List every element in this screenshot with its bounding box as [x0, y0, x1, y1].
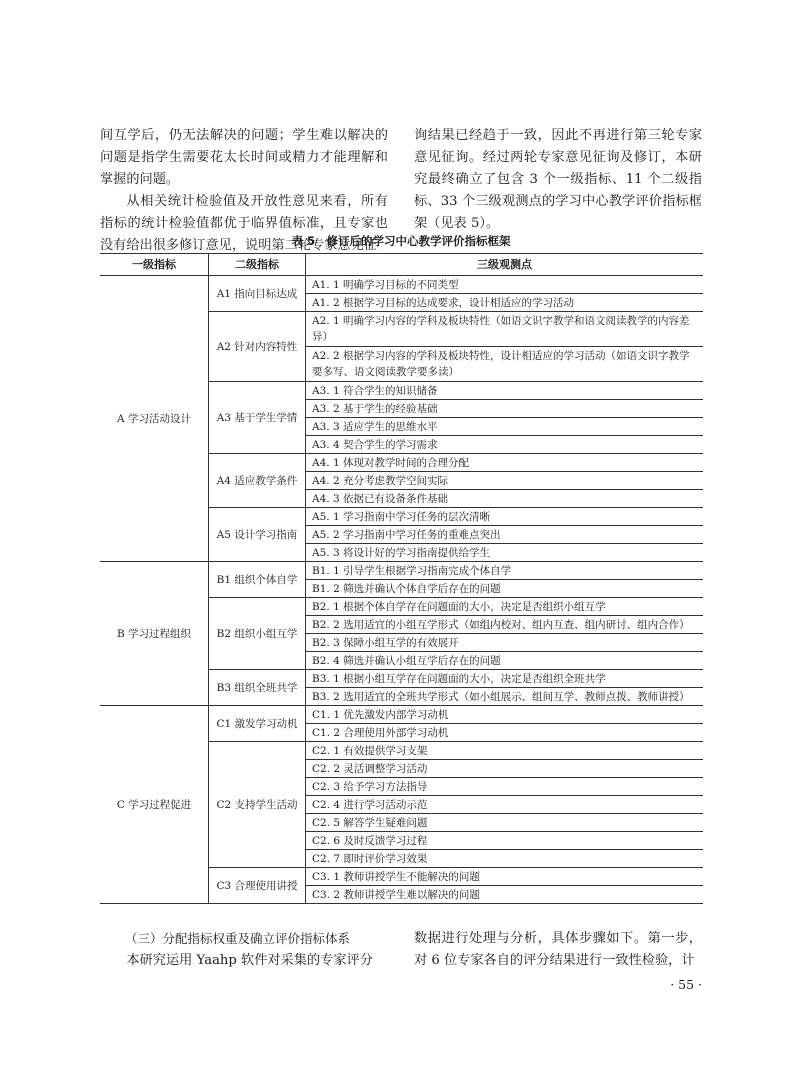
paragraph: 询结果已经趋于一致，因此不再进行第三轮专家意见征询。经过两轮专家意见征询及修订，本研究最终确立了包含 3 个一级指标、11 个二级指标、33 个三级观测点的学习中心教学评价指标框架（见表 5）。	[414, 128, 702, 231]
body-text-column-right-bottom	[414, 928, 702, 972]
paragraph: 从相关统计检验值及开放性意见来看，所有指标的统计检验值都优于临界值标准，且专家也没有给出很多修订意见，说明第二轮专家意见征	[100, 194, 388, 253]
level-3-observation-point: C2. 6 及时反馈学习过程	[306, 832, 704, 850]
level-3-observation-point: A3. 3 适应学生的思维水平	[306, 418, 704, 436]
level-2-indicator: B1 组织个体自学	[209, 562, 306, 598]
table-header-row	[100, 254, 703, 276]
level-2-indicator: C2 支持学生活动	[209, 742, 306, 868]
level-3-observation-point: A3. 2 基于学生的经验基础	[306, 400, 704, 418]
page-number: · 55 ·	[670, 977, 702, 992]
table-title: 表 5 修订后的学习中心教学评价指标框架	[291, 234, 511, 248]
level-1-indicator: A 学习活动设计	[100, 276, 209, 562]
level-3-observation-point: C2. 5 解答学生疑难问题	[306, 814, 704, 832]
header-level-2: 二级指标	[209, 254, 306, 276]
table-row	[100, 706, 703, 724]
level-3-observation-point: A3. 1 符合学生的知识储备	[306, 382, 704, 400]
level-3-observation-point: A2. 1 明确学习内容的学科及板块特性（如语文识字教学和语文阅读教学的内容差异）	[306, 312, 704, 347]
level-2-indicator: A3 基于学生学情	[209, 382, 306, 454]
level-3-observation-point: A1. 1 明确学习目标的不同类型	[306, 276, 704, 294]
level-2-indicator: B2 组织小组互学	[209, 598, 306, 670]
level-3-observation-point: B1. 1 引导学生根据学习指南完成个体自学	[306, 562, 704, 580]
level-3-observation-point: B2. 2 选用适宜的小组互学形式（如组内校对、组内互查、组内研讨、组内合作）	[306, 616, 704, 634]
paragraph: 本研究运用 Yaahp 软件对采集的专家评分	[126, 953, 373, 968]
level-3-observation-point: B2. 4 筛选并确认小组互学后存在的问题	[306, 652, 704, 670]
level-3-observation-point: B2. 3 保障小组互学的有效展开	[306, 634, 704, 652]
level-3-observation-point: C2. 1 有效提供学习支架	[306, 742, 704, 760]
body-text-column-right	[414, 125, 702, 235]
level-2-indicator: A4 适应教学条件	[209, 454, 306, 508]
level-3-observation-point: B2. 1 根据个体自学存在问题面的大小，决定是否组织小组互学	[306, 598, 704, 616]
level-3-observation-point: B3. 1 根据小组互学存在问题面的大小，决定是否组织全班共学	[306, 670, 704, 688]
level-3-observation-point: A5. 3 将设计好的学习指南提供给学生	[306, 544, 704, 562]
level-2-indicator: C1 激发学习动机	[209, 706, 306, 742]
level-3-observation-point: C3. 1 教师讲授学生不能解决的问题	[306, 868, 704, 886]
level-2-indicator: A1 指向目标达成	[209, 276, 306, 312]
body-text-column-left-bottom	[100, 950, 388, 972]
level-3-observation-point: C3. 2 教师讲授学生难以解决的问题	[306, 886, 704, 904]
level-2-indicator: A5 设计学习指南	[209, 508, 306, 562]
level-3-observation-point: C1. 2 合理使用外部学习动机	[306, 724, 704, 742]
level-3-observation-point: A1. 2 根据学习目标的达成要求，设计相适应的学习活动	[306, 294, 704, 312]
header-level-1: 一级指标	[100, 254, 209, 276]
level-3-observation-point: B3. 2 选用适宜的全班共学形式（如小组展示、组间互学、教师点拨、教师讲授）	[306, 688, 704, 706]
level-3-observation-point: C2. 3 给予学习方法指导	[306, 778, 704, 796]
evaluation-framework-table	[100, 253, 703, 904]
level-3-observation-point: A3. 4 契合学生的学习需求	[306, 436, 704, 454]
level-3-observation-point: A2. 2 根据学习内容的学科及板块特性，设计相适应的学习活动（如语文识字教学要多写、语文阅读教学要多读）	[306, 347, 704, 382]
level-3-observation-point: A4. 1 体现对教学时间的合理分配	[306, 454, 704, 472]
level-1-indicator: B 学习过程组织	[100, 562, 209, 706]
level-3-observation-point: A5. 1 学习指南中学习任务的层次清晰	[306, 508, 704, 526]
table-body	[100, 276, 703, 904]
paragraph: 间互学后，仍无法解决的问题；学生难以解决的问题是指学生需要花太长时间或精力才能理解和掌握的问题。	[100, 128, 388, 187]
level-1-indicator: C 学习过程促进	[100, 706, 209, 904]
level-3-observation-point: A5. 2 学习指南中学习任务的重难点突出	[306, 526, 704, 544]
level-3-observation-point: A4. 2 充分考虑教学空间实际	[306, 472, 704, 490]
table-row	[100, 562, 703, 580]
section-heading: （三）分配指标权重及确立评价指标体系	[125, 931, 351, 946]
level-2-indicator: A2 针对内容特性	[209, 312, 306, 382]
level-2-indicator: C3 合理使用讲授	[209, 868, 306, 904]
header-level-3: 三级观测点	[306, 254, 704, 276]
level-2-indicator: B3 组织全班共学	[209, 670, 306, 706]
level-3-observation-point: C2. 2 灵活调整学习活动	[306, 760, 704, 778]
level-3-observation-point: C2. 4 进行学习活动示范	[306, 796, 704, 814]
level-3-observation-point: C1. 1 优先激发内部学习动机	[306, 706, 704, 724]
level-3-observation-point: A4. 3 依据已有设备条件基础	[306, 490, 704, 508]
level-3-observation-point: B1. 2 筛选并确认个体自学后存在的问题	[306, 580, 704, 598]
level-3-observation-point: C2. 7 即时评价学习效果	[306, 850, 704, 868]
paragraph: 数据进行处理与分析，具体步骤如下。第一步，对 6 位专家各自的评分结果进行一致性检验，计	[414, 931, 702, 968]
table-row	[100, 276, 703, 294]
